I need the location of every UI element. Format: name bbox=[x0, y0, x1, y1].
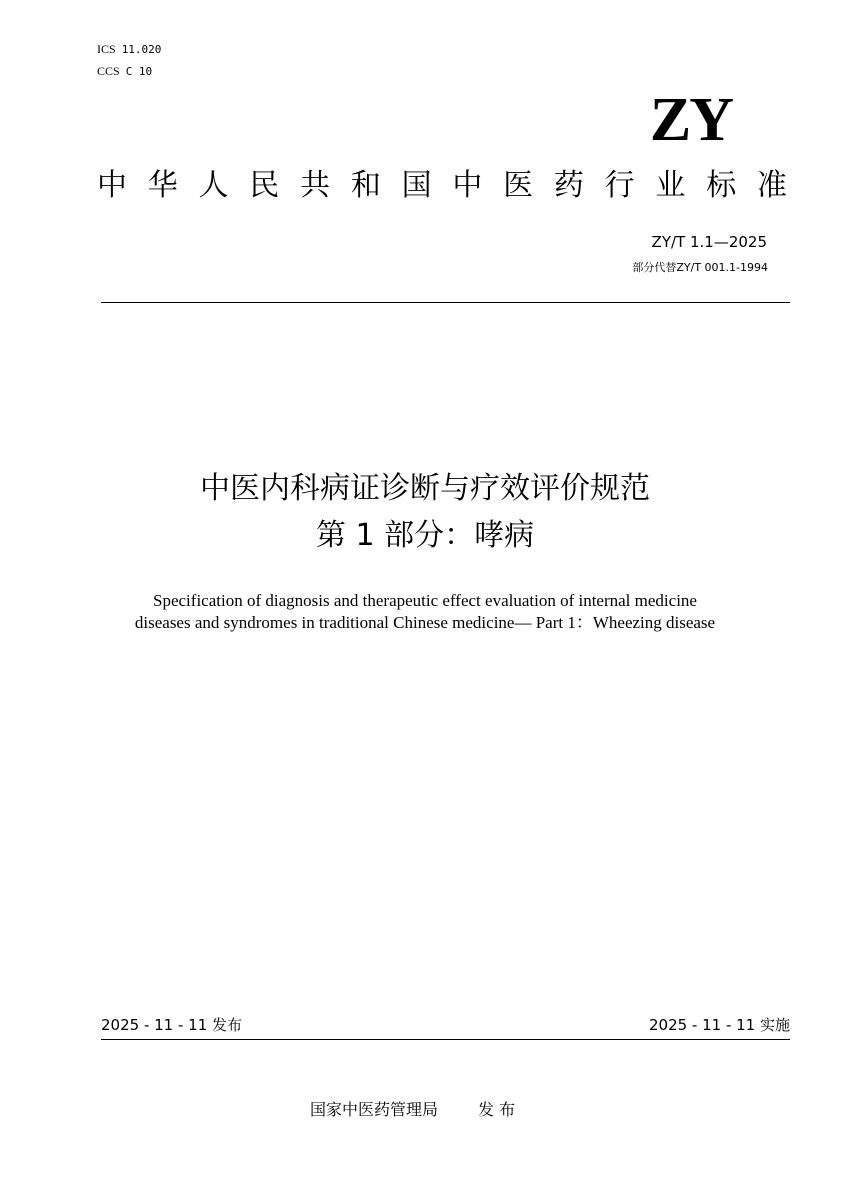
standard-number: ZY/T 1.1—2025 bbox=[651, 233, 767, 251]
standard-type-char: 药 bbox=[553, 168, 584, 203]
issuer-action: 发 布 bbox=[478, 1100, 516, 1119]
zy-logo: ZY bbox=[649, 86, 732, 154]
document-title-line-2: 第 1 部分：哮病 bbox=[315, 518, 535, 553]
standard-type-char: 华 bbox=[147, 168, 178, 203]
replaces-note: 部分代替ZY/T 001.1-1994 bbox=[632, 261, 768, 274]
issue-date: 2025 - 11 - 11 发布 bbox=[101, 1016, 243, 1034]
standard-type-char: 人 bbox=[198, 168, 229, 203]
ccs-label: CCS bbox=[97, 64, 120, 78]
standard-type-char: 民 bbox=[249, 168, 280, 203]
standard-type-char: 标 bbox=[706, 168, 737, 203]
ccs-code: C 10 bbox=[125, 65, 153, 78]
standard-type-title bbox=[97, 164, 787, 208]
document-title-line-1: 中医内科病证诊断与疗效评价规范 bbox=[200, 471, 650, 506]
implementation-date: 2025 - 11 - 11 实施 bbox=[648, 1016, 790, 1034]
ics-code: 11.020 bbox=[121, 43, 162, 56]
ccs-line bbox=[97, 64, 152, 79]
issuer-name: 国家中医药管理局 bbox=[310, 1100, 439, 1119]
standard-type-char: 行 bbox=[604, 168, 635, 203]
standard-type-char: 中 bbox=[97, 168, 127, 203]
standard-type-char: 国 bbox=[401, 168, 432, 203]
standard-type-char: 共 bbox=[300, 168, 331, 203]
header-divider bbox=[101, 302, 790, 303]
standard-type-char: 中 bbox=[452, 168, 483, 203]
standard-type-char: 业 bbox=[655, 168, 686, 203]
standard-type-char: 准 bbox=[756, 168, 787, 203]
ics-label: ICS bbox=[97, 42, 116, 56]
ics-line bbox=[97, 42, 161, 57]
standard-type-char: 医 bbox=[503, 168, 534, 203]
standard-type-char: 和 bbox=[350, 168, 381, 203]
english-title-line-1: Specification of diagnosis and therapeutic effect evaluation of internal medicine bbox=[153, 591, 697, 610]
issuer-line bbox=[310, 1099, 515, 1121]
footer-divider bbox=[101, 1039, 790, 1040]
english-title-line-2: diseases and syndromes in traditional Chinese medicine— Part 1：Wheezing disease bbox=[134, 613, 716, 632]
